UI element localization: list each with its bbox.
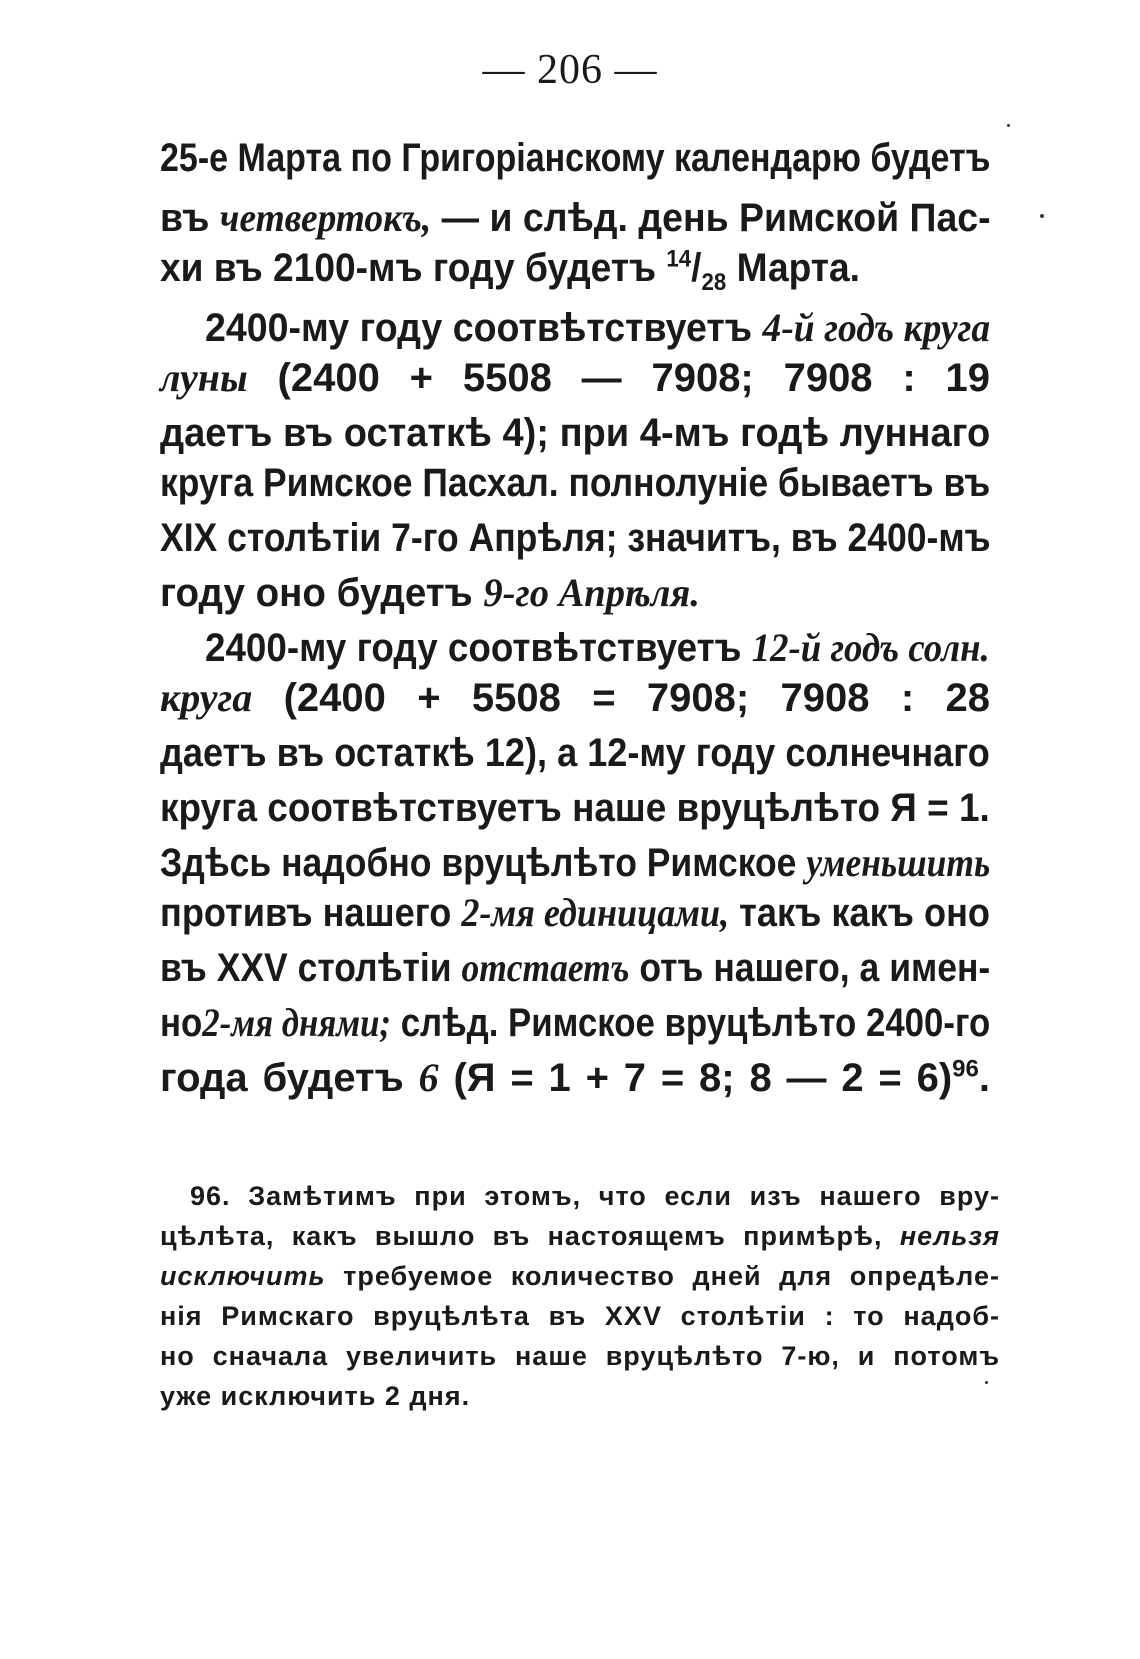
page-number: — 206 — bbox=[482, 47, 658, 93]
body-text: Здѣсь надобно вруцѣлѣто Римское bbox=[160, 841, 807, 885]
footnote-text: нія Римскаго вруцѣлѣта въ XXV столѣтіи : то надоб- bbox=[160, 1301, 1000, 1331]
footnote-italic-text: исключить bbox=[160, 1261, 326, 1291]
body-text: 25-е Марта по Григоріанскому календарю будетъ bbox=[160, 136, 991, 180]
footnote-text: но сначала увеличить наше вруцѣлѣто 7-ю, и потомъ bbox=[160, 1341, 1000, 1371]
body-line bbox=[160, 945, 991, 990]
body-line bbox=[160, 355, 990, 400]
body-line bbox=[160, 890, 990, 935]
body-text: но bbox=[160, 1001, 203, 1045]
body-italic-text: 6 bbox=[418, 1055, 439, 1100]
body-text: такъ какъ оно bbox=[729, 891, 990, 935]
body-text: (2400 + 5508 — 7908; 7908 : 19 bbox=[247, 356, 990, 400]
body-line bbox=[160, 195, 991, 240]
body-text: даетъ въ остаткѣ 12), а 12-му году солнечнаго bbox=[160, 731, 990, 775]
body-text: 2400-му году соотвѣтствуетъ bbox=[205, 306, 763, 350]
body-line bbox=[160, 840, 991, 885]
footnote-text: 96. Замѣтимъ при этомъ, что если изъ нашего вру- bbox=[190, 1181, 1000, 1211]
body-text: хи въ 2100-мъ году будетъ bbox=[160, 246, 667, 290]
body-text: въ XXV столѣтіи bbox=[160, 946, 462, 990]
body-text: отъ нашего, а имен- bbox=[629, 946, 991, 990]
body-italic-text: 4-й годъ круга bbox=[762, 305, 991, 350]
body-line bbox=[205, 305, 991, 350]
body-index-text: 96 bbox=[952, 1055, 979, 1083]
body-italic-text: уменьшить bbox=[806, 840, 991, 885]
body-text: Марта. bbox=[726, 246, 860, 290]
footnote-italic-text: нельзя bbox=[899, 1221, 1000, 1251]
body-text: противъ нашего bbox=[160, 891, 462, 935]
body-italic-text: отстаетъ bbox=[461, 945, 630, 990]
body-text: (Я = 1 + 7 = 8; 8 — 2 = 6) bbox=[438, 1056, 953, 1100]
body-line bbox=[160, 733, 990, 773]
footnote-line bbox=[160, 1263, 1000, 1290]
body-line bbox=[160, 413, 990, 453]
footnote-line bbox=[160, 1303, 1000, 1330]
body-text: XIX столѣтіи 7-го Апрѣля; значитъ, въ 2400-мъ bbox=[160, 516, 991, 560]
body-text: года будетъ bbox=[160, 1056, 419, 1100]
body-line bbox=[160, 245, 860, 296]
body-italic-text: четвертокъ, bbox=[219, 195, 432, 240]
body-text: круга Римское Пасхал. полнолуніе бываетъ въ bbox=[160, 461, 991, 505]
body-italic-text: 2-мя единицами, bbox=[461, 890, 730, 935]
body-text: — и слѣд. день Римской Пас- bbox=[431, 196, 991, 240]
body-line bbox=[160, 1000, 991, 1045]
footnote-line bbox=[160, 1383, 500, 1410]
body-line bbox=[160, 1055, 990, 1100]
body-text: даетъ въ остаткѣ 4); при 4-мъ годѣ луннаго bbox=[160, 411, 991, 455]
print-speck bbox=[1040, 214, 1044, 218]
body-line bbox=[160, 518, 990, 558]
body-line bbox=[160, 675, 990, 720]
print-speck bbox=[1007, 124, 1010, 127]
body-text: / bbox=[691, 246, 702, 290]
footnote-text: требуемое количество дней для опредѣле- bbox=[325, 1261, 1000, 1291]
footnote-line bbox=[190, 1183, 1000, 1210]
body-italic-text: луны bbox=[160, 355, 248, 400]
body-line bbox=[160, 463, 990, 503]
body-italic-text: 12-й годъ солн. bbox=[751, 625, 990, 670]
body-italic-text: 2-мя днями; bbox=[202, 1000, 392, 1045]
body-line bbox=[205, 625, 990, 670]
body-text: году оно будетъ bbox=[160, 571, 484, 615]
body-text: слѣд. Римское вруцѣлѣто 2400-го bbox=[391, 1001, 991, 1045]
footnote-line bbox=[160, 1343, 1000, 1370]
body-line bbox=[160, 788, 990, 828]
body-text: (2400 + 5508 = 7908; 7908 : 28 bbox=[252, 676, 990, 720]
print-speck bbox=[985, 1381, 988, 1384]
body-index-text: 14 bbox=[666, 245, 692, 273]
body-text: . bbox=[978, 1056, 990, 1100]
footnote-line bbox=[160, 1223, 1000, 1250]
body-line bbox=[160, 570, 700, 615]
body-text: въ bbox=[160, 196, 220, 240]
footnote-text: цѣлѣта, какъ вышло въ настоящемъ примѣрѣ, bbox=[160, 1221, 900, 1251]
body-text: 2400-му году соотвѣтствуетъ bbox=[205, 626, 752, 670]
body-text: круга соотвѣтствуетъ наше вруцѣлѣто Я = 1. bbox=[160, 786, 990, 830]
footnote-text: уже исключить 2 дня. bbox=[160, 1381, 471, 1411]
body-line bbox=[160, 138, 990, 178]
body-italic-text: 9-го Апрѣля. bbox=[483, 570, 700, 615]
body-index-text: 28 bbox=[701, 269, 727, 296]
body-italic-text: круга bbox=[160, 675, 253, 720]
